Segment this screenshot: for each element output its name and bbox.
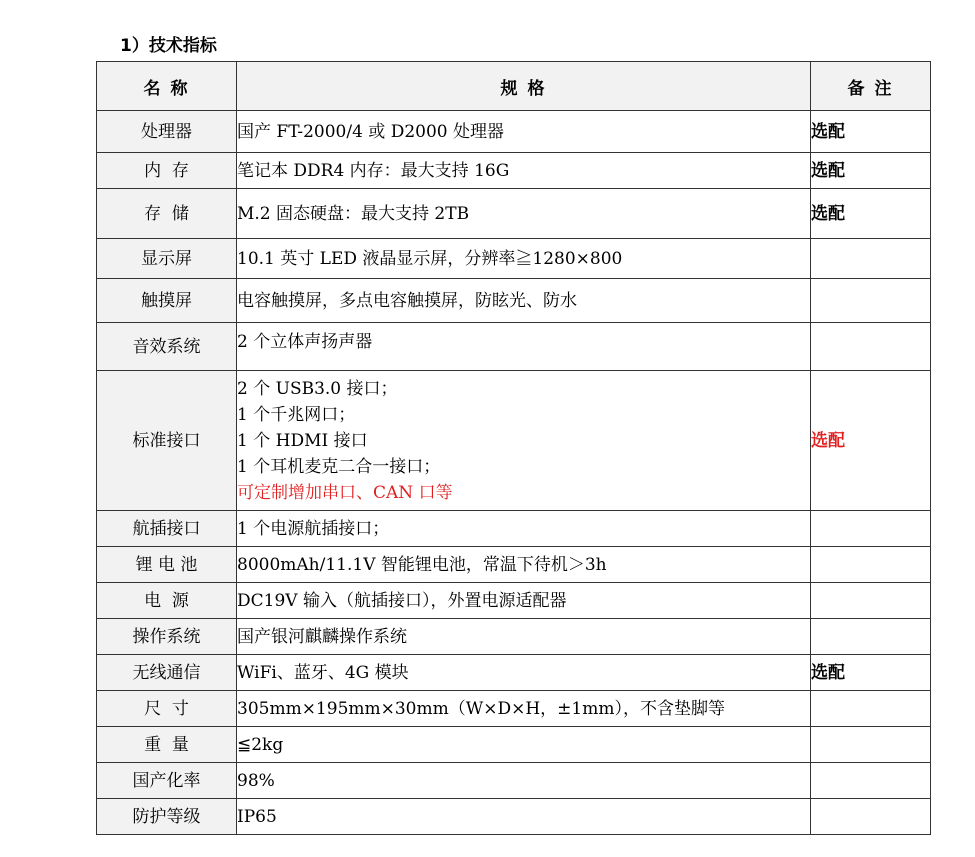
row-note bbox=[811, 799, 931, 835]
row-spec bbox=[237, 111, 811, 153]
row-note: 选配 bbox=[811, 655, 931, 691]
row-name: 尺 寸 bbox=[97, 691, 237, 727]
row-note bbox=[811, 279, 931, 323]
row-name: 操作系统 bbox=[97, 619, 237, 655]
spec-line: 305mm×195mm×30mm（W×D×H，±1mm），不含垫脚等 bbox=[237, 698, 725, 719]
row-note: 选配 bbox=[811, 111, 931, 153]
spec-line: 笔记本 DDR4 内存：最大支持 16G bbox=[237, 160, 510, 181]
table-row bbox=[97, 727, 931, 763]
row-name: 电 源 bbox=[97, 583, 237, 619]
header-note: 备 注 bbox=[811, 62, 931, 111]
row-spec bbox=[237, 279, 811, 323]
table-row bbox=[97, 691, 931, 727]
row-spec bbox=[237, 763, 811, 799]
table-row bbox=[97, 323, 931, 371]
row-spec bbox=[237, 799, 811, 835]
row-name: 重 量 bbox=[97, 727, 237, 763]
spec-line: 98% bbox=[237, 770, 275, 791]
table-row bbox=[97, 655, 931, 691]
table-header-row bbox=[97, 62, 931, 111]
row-name: 标准接口 bbox=[97, 371, 237, 511]
spec-line: WiFi、蓝牙、4G 模块 bbox=[237, 662, 409, 683]
spec-line: 2 个 USB3.0 接口； bbox=[237, 378, 398, 399]
spec-line: 1 个电源航插接口； bbox=[237, 518, 390, 539]
section-title: 1）技术指标 bbox=[120, 36, 217, 56]
row-spec bbox=[237, 583, 811, 619]
row-note bbox=[811, 691, 931, 727]
row-name: 处理器 bbox=[97, 111, 237, 153]
spec-line: 1 个 HDMI 接口 bbox=[237, 430, 368, 451]
row-name: 锂 电 池 bbox=[97, 547, 237, 583]
spec-line: 2 个立体声扬声器 bbox=[237, 332, 373, 352]
row-spec bbox=[237, 511, 811, 547]
row-name: 国产化率 bbox=[97, 763, 237, 799]
spec-line: 10.1 英寸 LED 液晶显示屏，分辨率≧1280×800 bbox=[237, 248, 623, 269]
table-row bbox=[97, 189, 931, 239]
row-spec bbox=[237, 619, 811, 655]
spec-line: 国产银河麒麟操作系统 bbox=[237, 626, 407, 647]
row-spec bbox=[237, 691, 811, 727]
row-spec bbox=[237, 547, 811, 583]
spec-line: 1 个千兆网口； bbox=[237, 404, 356, 425]
spec-line: 电容触摸屏，多点电容触摸屏，防眩光、防水 bbox=[237, 290, 577, 311]
spec-line: 1 个耳机麦克二合一接口； bbox=[237, 456, 441, 477]
row-spec bbox=[237, 727, 811, 763]
row-note bbox=[811, 239, 931, 279]
row-spec bbox=[237, 371, 811, 511]
spec-line: DC19V 输入（航插接口），外置电源适配器 bbox=[237, 590, 567, 611]
table-row bbox=[97, 371, 931, 511]
row-spec bbox=[237, 189, 811, 239]
row-name: 显示屏 bbox=[97, 239, 237, 279]
table-row bbox=[97, 583, 931, 619]
table-row bbox=[97, 547, 931, 583]
row-name: 内 存 bbox=[97, 153, 237, 189]
table-row bbox=[97, 279, 931, 323]
row-spec bbox=[237, 323, 811, 371]
row-note: 选配 bbox=[811, 189, 931, 239]
row-spec bbox=[237, 153, 811, 189]
row-name: 防护等级 bbox=[97, 799, 237, 835]
row-note bbox=[811, 547, 931, 583]
row-note bbox=[811, 763, 931, 799]
row-spec bbox=[237, 239, 811, 279]
row-name: 航插接口 bbox=[97, 511, 237, 547]
row-name: 触摸屏 bbox=[97, 279, 237, 323]
row-name: 存 储 bbox=[97, 189, 237, 239]
table-row bbox=[97, 239, 931, 279]
row-name: 无线通信 bbox=[97, 655, 237, 691]
row-note bbox=[811, 619, 931, 655]
row-note-highlight: 选配 bbox=[811, 371, 931, 511]
table-row bbox=[97, 153, 931, 189]
spec-line: IP65 bbox=[237, 806, 277, 827]
row-note bbox=[811, 323, 931, 371]
spec-line: 国产 FT-2000/4 或 D2000 处理器 bbox=[237, 121, 505, 142]
row-note bbox=[811, 727, 931, 763]
row-note: 选配 bbox=[811, 153, 931, 189]
spec-line: 8000mAh/11.1V 智能锂电池，常温下待机＞3h bbox=[237, 554, 607, 575]
row-note bbox=[811, 583, 931, 619]
table-row bbox=[97, 799, 931, 835]
header-spec: 规 格 bbox=[237, 62, 811, 111]
table-row bbox=[97, 619, 931, 655]
row-name: 音效系统 bbox=[97, 323, 237, 371]
row-spec bbox=[237, 655, 811, 691]
spec-table bbox=[96, 61, 931, 835]
table-row bbox=[97, 763, 931, 799]
table-row bbox=[97, 111, 931, 153]
spec-line: M.2 固态硬盘：最大支持 2TB bbox=[237, 203, 470, 224]
spec-line-highlight: 可定制增加串口、CAN 口等 bbox=[237, 482, 453, 503]
header-name: 名 称 bbox=[97, 62, 237, 111]
table-row bbox=[97, 511, 931, 547]
row-note bbox=[811, 511, 931, 547]
spec-line: ≦2kg bbox=[237, 734, 284, 755]
